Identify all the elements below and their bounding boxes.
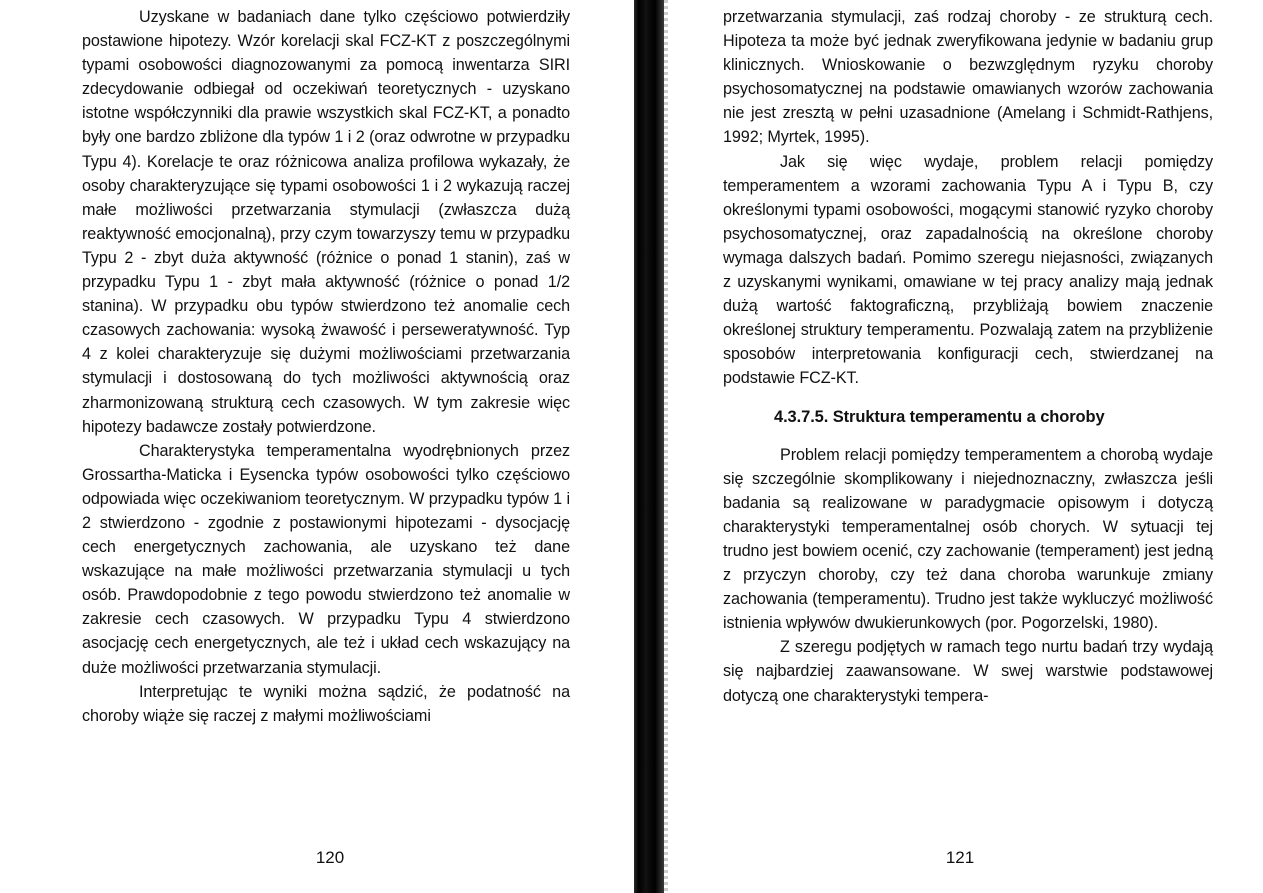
section-heading: 4.3.7.5. Struktura temperamentu a choroby — [774, 407, 1105, 426]
right-page — [668, 0, 1263, 893]
page-number: 121 — [945, 848, 975, 867]
book-gutter — [634, 0, 664, 893]
paragraph: Charakterystyka temperamentalna wyodrębnionych przez Grossartha-Maticka i Eysencka typów osobowości tylko częściowo odpowiada więc oczekiwaniom teoretycznym. W przypadku typów 1 i 2 stwierdzono - zgodnie z postawionymi hipotezami - dysocjację cech energetycznych zachowania, ale uzyskano też dane wskazujące na małe możliwości przetwarzania stymulacji u tych osób. Prawdopodobnie z tego powodu stwierdzono też anomalie w zakresie cech czasowych. W przypadku Typu 4 stwierdzono asocjację cech energetycznych, ale też i układ cech wskazujący na duże możliwości przetwarzania stymulacji. — [82, 441, 570, 677]
left-page-text — [82, 5, 570, 728]
page-number: 120 — [315, 848, 345, 867]
paragraph: Uzyskane w badaniach dane tylko częściowo potwierdziły postawione hipotezy. Wzór korelacji skal FCZ-KT z poszczególnymi typami osobowości diagnozowanymi za pomocą inwentarza SIRI zdecydowanie odbiegał od oczekiwań teoretycznych - uzyskano istotne współczynniki dla prawie wszystkich skal FCZ-KT, a ponadto były one bardzo zbliżone dla typów 1 i 2 (oraz odwrotne w przypadku Typu 4). Korelacje te oraz różnicowa analiza profilowa wykazały, że osoby charakteryzujące się typami osobowości 1 i 2 wykazują raczej małe możliwości przetwarzania stymulacji (zwłaszcza dużą reaktywność emocjonalną), przy czym towarzyszy temu w przypadku Typu 2 - zbyt duża aktywność (różnice o ponad 1 stanin), zaś w przypadku Typu 1 - zbyt mała aktywność (różnice o ponad 1/2 stanina). W przypadku obu typów stwierdzono też anomalie cech czasowych zachowania: wysoką żwawość i perseweratywność. Typ 4 z kolei charakteryzuje się dużymi możliwościami przetwarzania stymulacji i dostosowaną do tych możliwości aktywnością oraz zharmonizowaną strukturą cech czasowych. W tym zakresie więc hipotezy badawcze zostały potwierdzone. — [82, 8, 570, 436]
paragraph: przetwarzania stymulacji, zaś rodzaj choroby - ze strukturą cech. Hipoteza ta może być jednak zweryfikowana jedynie w badaniu grup klinicznych. Wnioskowanie o bezwzględnym ryzyku choroby psychosomatycznej na podstawie omawianych wzorów zachowania nie jest zresztą w pełni uzasadnione (Amelang i Schmidt-Rathjens, 1992; Myrtek, 1995). — [723, 8, 1213, 147]
paragraph: Z szeregu podjętych w ramach tego nurtu badań trzy wydają się najbardziej zaawansowane. W swej warstwie podstawowej dotyczą one charakterystyki tempera- — [723, 638, 1213, 705]
paragraph: Interpretując te wyniki można sądzić, że podatność na choroby wiąże się raczej z małymi możliwościami — [82, 682, 570, 725]
paragraph: Jak się więc wydaje, problem relacji pomiędzy temperamentem a wzorami zachowania Typu A i Typu B, czy określonymi typami osobowości, mogącymi stanowić ryzyko choroby psychosomatycznej, oraz zapadalnością na określone choroby wymaga dalszych badań. Pomimo szeregu niejasności, związanych z uzyskanymi wynikami, omawiane w tej pracy analizy mają jednak dużą wartość faktograficzną, przybliżają bowiem znaczenie określonej struktury temperamentu. Pozwalają zatem na przybliżenie sposobów interpretowania konfiguracji cech, stwierdzanej na podstawie FCZ-KT. — [723, 152, 1213, 388]
paragraph: Problem relacji pomiędzy temperamentem a chorobą wydaje się szczególnie skomplikowany i niejednoznaczny, zwłaszcza jeśli badania są realizowane w paradygmacie opisowym i dotyczą charakterystyki temperamentalnej osób chorych. W sytuacji tej trudno jest bowiem ocenić, czy zachowanie (temperament) jest jedną z przyczyn choroby, czy też dana choroba warunkuje zmiany zachowania (temperamentu). Trudno jest także wykluczyć możliwość istnienia wpływów dwukierunkowych (por. Pogorzelski, 1980). — [723, 445, 1213, 633]
right-page-text — [723, 5, 1213, 708]
